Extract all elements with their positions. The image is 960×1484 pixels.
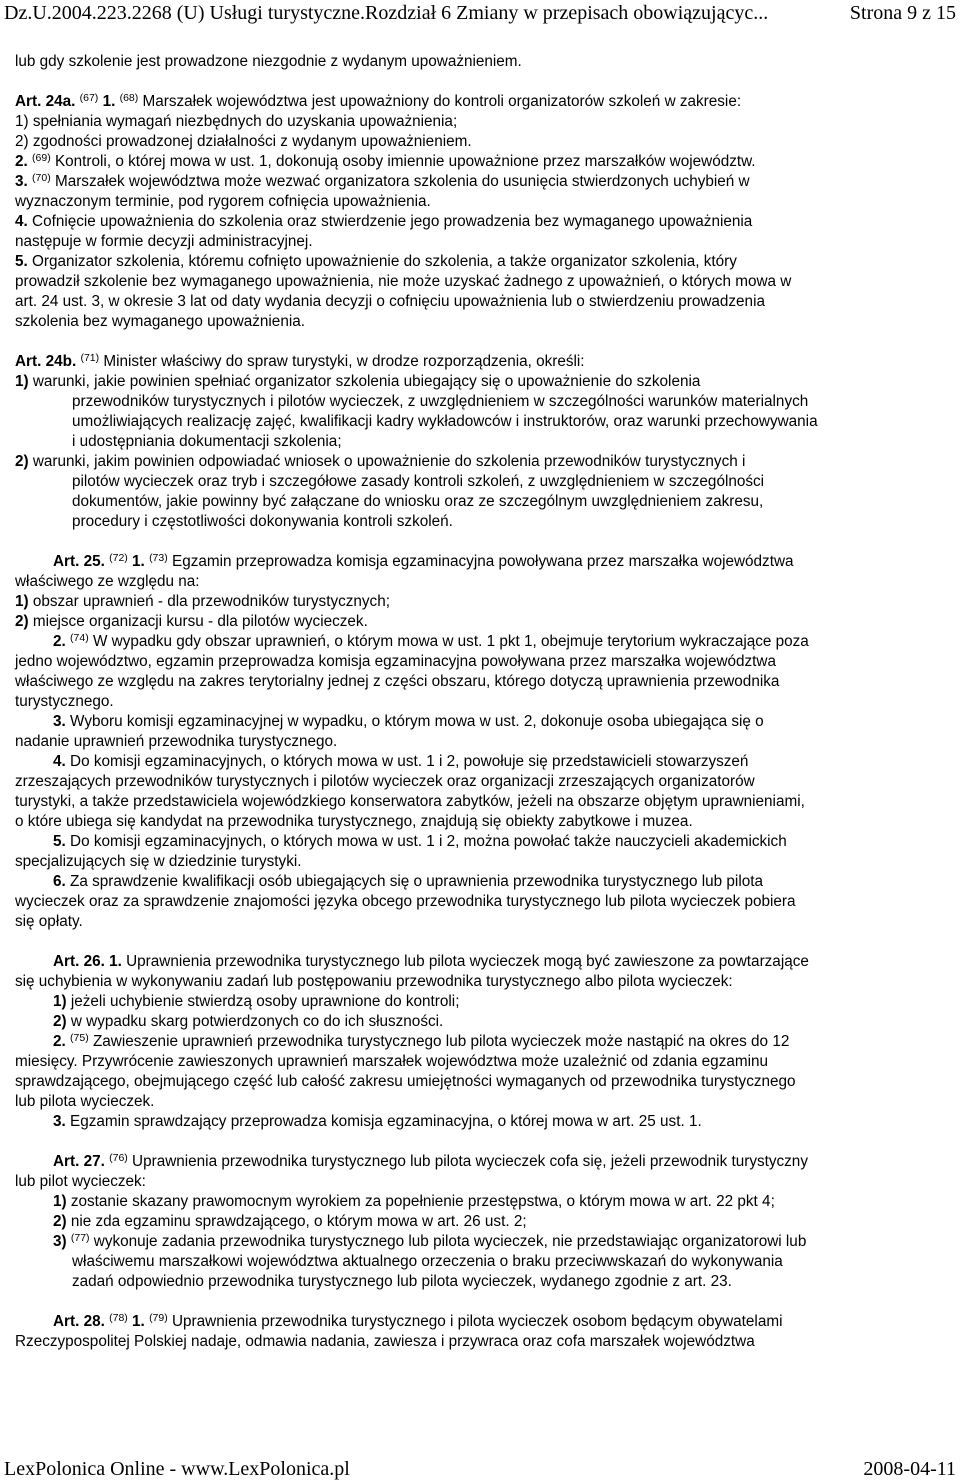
paragraph-text: art. 24 ust. 3, w okresie 3 lat od daty wydania decyzji o cofnięciu upoważnienia lub o stwierdzeniu prowadzenia	[15, 293, 765, 310]
paragraph-text: zostanie skazany prawomocnym wyrokiem za popełnienie przestępstwa, o którym mowa w art. 22 pkt 4;	[66, 1193, 775, 1210]
paragraph-text: Marszałek województwa może wezwać organizatora szkolenia do usunięcia stwierdzonych uchybień w	[50, 173, 750, 190]
paragraph-text: Zawieszenie uprawnień przewodnika turystycznego lub pilota wycieczek może nastąpić na okres do 12	[88, 1033, 790, 1050]
footnote-ref[interactable]: (77)	[70, 1232, 90, 1244]
paragraph-text: Egzamin przeprowadza komisja egzaminacyjna powoływana przez marszałka województwa	[167, 553, 794, 570]
paragraph-text: procedury i częstotliwości dokonywania kontroli szkoleń.	[72, 513, 453, 530]
art-25-ust-1	[15, 552, 950, 572]
paragraph-text: obszar uprawnień - dla przewodników turystycznych;	[28, 593, 390, 610]
paragraph-text: jedno województwo, egzamin przeprowadza komisja egzaminacyjna powoływana przez marszałka województwa	[15, 653, 776, 670]
paragraph-text: warunki, jakim powinien odpowiadać wniosek o upoważnienie do szkolenia przewodników turystycznych i	[28, 453, 746, 470]
paragraph-text: Rzeczypospolitej Polskiej nadaje, odmawia nadania, zawiesza i przywraca oraz cofa marszałek województwa	[15, 1333, 755, 1350]
paragraph-text: właściwemu marszałkowi województwa aktualnego orzeczenia o braku przeciwwskazań do wykonywania	[72, 1253, 783, 1270]
paragraph-text: przewodników turystycznych i pilotów wycieczek, z uwzględnieniem w szczególności warunków materialnych	[72, 393, 809, 410]
list-item	[15, 592, 950, 612]
paragraph-text: dokumentów, jakie powinny być załączane do wniosku oraz ze szczególnym uwzględnieniem zakresu,	[72, 493, 764, 510]
paragraph-text: Do komisji egzaminacyjnych, o których mowa w ust. 1 i 2, powołuje się przedstawicieli stowarzyszeń	[65, 753, 749, 770]
paragraph-number: 5.	[15, 253, 28, 270]
paragraph-number: 3.	[53, 1113, 66, 1130]
article-heading: Art. 24a.	[15, 93, 76, 110]
paragraph-text: się opłaty.	[15, 913, 83, 930]
paragraph-text: W wypadku gdy obszar uprawnień, o którym mowa w ust. 1 pkt 1, obejmuje terytorium wykraczające poza	[88, 633, 809, 650]
list-item	[15, 612, 950, 632]
list-item	[15, 1212, 950, 1232]
art-25-ust-2	[15, 632, 950, 652]
document-body	[15, 52, 950, 1352]
paragraph-text: turystyki, a także przedstawiciela wojewódzkiego konserwatora zabytków, jeżeli na obszarze objętym uprawnieniami,	[15, 793, 805, 810]
art-25-ust-3	[15, 712, 950, 732]
paragraph-text: Uprawnienia przewodnika turystycznego lub pilota wycieczek mogą być zawieszone za powtarzające	[121, 953, 809, 970]
point-number: 1)	[15, 373, 29, 390]
point-number: 1)	[15, 593, 29, 610]
article-24a	[15, 92, 950, 332]
paragraph-number: 4.	[53, 753, 66, 770]
header-document-title: Dz.U.2004.223.2268 (U) Usługi turystyczne.Rozdział 6 Zmiany w przepisach obowiązującyc...	[4, 2, 769, 24]
paragraph-text: Cofnięcie upoważnienia do szkolenia oraz stwierdzenie jego prowadzenia bez wymaganego upoważnienia	[27, 213, 753, 230]
point-number: 2)	[15, 613, 29, 630]
art-25-ust-6	[15, 872, 950, 892]
paragraph-number: 2.	[53, 1033, 66, 1050]
list-item: 2) zgodności prowadzonej działalności z wydanym upoważnieniem.	[15, 133, 472, 150]
list-item	[15, 1192, 950, 1212]
paragraph-text: o które ubiega się kandydat na przewodnika turystycznego, znajdują się obiekty zabytkowe i muzea.	[15, 813, 693, 830]
footnote-ref[interactable]: (69)	[32, 152, 51, 164]
art-26-ust-1	[15, 952, 950, 972]
footnote-ref[interactable]: (75)	[70, 1032, 89, 1044]
paragraph-number: 1.	[132, 1313, 145, 1330]
point-number: 2)	[53, 1213, 67, 1230]
paragraph-number: 2.	[15, 153, 28, 170]
paragraph-text: właściwego ze względu na zakres terytorialny jednej z części obszaru, którego dotyczą uprawnienia przewodnika	[15, 673, 780, 690]
point-number: 1)	[53, 1193, 67, 1210]
paragraph-text: Egzamin sprawdzający przeprowadza komisja egzaminacyjna, o której mowa w art. 25 ust. 1.	[65, 1113, 702, 1130]
paragraph-number: 4.	[15, 213, 28, 230]
paragraph-text: szkolenia bez wymaganego upoważnienia.	[15, 313, 305, 330]
article-26	[15, 952, 950, 1132]
footnote-ref[interactable]: (79)	[149, 1312, 168, 1324]
paragraph-number: 1.	[109, 953, 122, 970]
paragraph-text: właściwego ze względu na:	[15, 573, 200, 590]
art-26-ust-3	[15, 1112, 950, 1132]
footnote-ref[interactable]: (67)	[79, 92, 99, 104]
list-item	[15, 1232, 950, 1252]
paragraph-text: jeżeli uchybienie stwierdzą osoby uprawnione do kontroli;	[66, 993, 460, 1010]
article-heading: Art. 25.	[53, 553, 105, 570]
art-24a-ust-2	[15, 152, 950, 172]
paragraph-number: 3.	[53, 713, 66, 730]
footer-source[interactable]: LexPolonica Online - www.LexPolonica.pl	[4, 1458, 350, 1480]
footnote-ref[interactable]: (76)	[109, 1152, 128, 1164]
paragraph-text: warunki, jakie powinien spełniać organizator szkolenia ubiegający się o upoważnienie do szkolenia	[28, 373, 701, 390]
paragraph-text: zrzeszających przewodników turystycznych i pilotów wycieczek oraz organizacji zrzeszających organizatorów	[15, 773, 755, 790]
footnote-ref[interactable]: (72)	[109, 552, 128, 564]
paragraph-text: Marszałek województwa jest upoważniony do kontroli organizatorów szkoleń w zakresie:	[138, 93, 742, 110]
art-24b-intro	[15, 352, 950, 372]
footer-date: 2008-04-11	[863, 1458, 956, 1480]
point-number: 1)	[53, 993, 67, 1010]
footnote-ref[interactable]: (74)	[70, 632, 89, 644]
paragraph-text: pilotów wycieczek oraz tryb i szczegółowe zasady kontroli szkoleń, z uwzględnieniem w szczególności	[72, 473, 765, 490]
page-footer	[4, 1457, 956, 1481]
paragraph-number: 2.	[53, 633, 66, 650]
paragraph-text: specjalizujących się w dziedzinie turystyki.	[15, 853, 302, 870]
paragraph-text: Za sprawdzenie kwalifikacji osób ubiegających się o uprawnienia przewodnika turystycznego lub pilota	[65, 873, 763, 890]
footnote-ref[interactable]: (70)	[32, 172, 51, 184]
paragraph-text: Kontroli, o której mowa w ust. 1, dokonują osoby imiennie upoważnione przez marszałków województw.	[50, 153, 756, 170]
list-item	[15, 1012, 950, 1032]
article-28	[15, 1312, 950, 1352]
paragraph-text: Organizator szkolenia, któremu cofnięto upoważnienie do szkolenia, a także organizator szkolenia, który	[27, 253, 737, 270]
paragraph-number: 1.	[102, 93, 116, 110]
paragraph-text: Uprawnienia przewodnika turystycznego lub pilota wycieczek cofa się, jeżeli przewodnik turystyczny	[127, 1153, 808, 1170]
paragraph-text: wykonuje zadania przewodnika turystycznego lub pilota wycieczek, nie przedstawiając organizatorowi lub	[89, 1233, 807, 1250]
paragraph-text: prowadził szkolenie bez wymaganego upoważnienia, nie może uzyskać żadnego z upoważnień, o których mowa w	[15, 273, 792, 290]
paragraph-text: w wypadku skarg potwierdzonych co do ich słuszności.	[66, 1013, 444, 1030]
point-number: 3)	[53, 1233, 67, 1250]
footnote-ref[interactable]: (78)	[109, 1312, 128, 1324]
article-heading: Art. 27.	[53, 1153, 105, 1170]
paragraph-text: nie zda egzaminu sprawdzającego, o którym mowa w art. 26 ust. 2;	[66, 1213, 527, 1230]
page-header	[4, 0, 956, 26]
paragraph-text: zadań odpowiednio przewodnika turystycznego lub pilota wycieczek, wydanego zgodnie z art. 23.	[72, 1273, 732, 1290]
paragraph-number: 6.	[53, 873, 66, 890]
paragraph-text: lub pilota wycieczek.	[15, 1093, 155, 1110]
paragraph-text: Uprawnienia przewodnika turystycznego i pilota wycieczek osobom będącym obywatelami	[167, 1313, 783, 1330]
paragraph-text: się uchybienia w wykonywaniu zadań lub postępowaniu przewodnika turystycznego albo pilota wycieczek:	[15, 973, 733, 990]
paragraph-text: miejsce organizacji kursu - dla pilotów wycieczek.	[28, 613, 368, 630]
article-heading: Art. 28.	[53, 1313, 105, 1330]
paragraph-text: wycieczek oraz za sprawdzenie znajomości języka obcego przewodnika turystycznego lub pilota wycieczek pobiera	[15, 893, 796, 910]
art-24a-ust-5	[15, 252, 950, 272]
paragraph-text: Wyboru komisji egzaminacyjnej w wypadku, o którym mowa w ust. 2, dokonuje osoba ubiegająca się o	[65, 713, 764, 730]
point-number: 2)	[53, 1013, 67, 1030]
paragraph-text: następuje w formie decyzji administracyjnej.	[15, 233, 313, 250]
article-heading: Art. 24b.	[15, 353, 77, 370]
footnote-ref[interactable]: (71)	[80, 352, 100, 364]
continuation-line: lub gdy szkolenie jest prowadzone niezgodnie z wydanym upoważnieniem.	[15, 53, 522, 70]
footnote-ref[interactable]: (73)	[149, 552, 168, 564]
paragraph-number: 1.	[132, 553, 145, 570]
paragraph-text: nadanie uprawnień przewodnika turystycznego.	[15, 733, 338, 750]
article-heading: Art. 26.	[53, 953, 105, 970]
paragraph-text: sprawdzającego, obejmującego część lub całość zakresu umiejętności wymaganych od przewodnika turystycznego	[15, 1073, 796, 1090]
paragraph-text: miesięcy. Przywrócenie zawieszonych uprawnień marszałek województwa może uzależnić od zdania egzaminu	[15, 1053, 769, 1070]
point-number: 2)	[15, 453, 29, 470]
footnote-ref[interactable]: (68)	[119, 92, 139, 104]
header-page-number: Strona 9 z 15	[849, 2, 956, 24]
list-item	[15, 452, 950, 472]
paragraph-number: 3.	[15, 173, 28, 190]
paragraph-number: 5.	[53, 833, 66, 850]
art-28-ust-1	[15, 1312, 950, 1332]
article-24b	[15, 352, 950, 532]
list-item: 1) spełniania wymagań niezbędnych do uzyskania upoważnienia;	[15, 113, 458, 130]
art-27-intro	[15, 1152, 950, 1172]
paragraph-text: lub pilot wycieczek:	[15, 1173, 146, 1190]
list-item	[15, 372, 950, 392]
paragraph-text: Minister właściwy do spraw turystyki, w drodze rozporządzenia, określi:	[99, 353, 585, 370]
paragraph-text: i udostępniania dokumentacji szkolenia;	[72, 433, 342, 450]
paragraph-text: turystycznego.	[15, 693, 114, 710]
art-25-ust-5	[15, 832, 950, 852]
art-25-ust-4	[15, 752, 950, 772]
paragraph-text: umożliwiających realizację zajęć, kwalifikacji kadry wykładowców i instruktorów, oraz warunki przechowywania	[72, 413, 818, 430]
art-26-ust-2	[15, 1032, 950, 1052]
art-24a-ust-3	[15, 172, 950, 192]
paragraph-text: wyznaczonym terminie, pod rygorem cofnięcia upoważnienia.	[15, 193, 431, 210]
art-24a-ust-4	[15, 212, 950, 232]
article-25	[15, 552, 950, 932]
article-27	[15, 1152, 950, 1292]
paragraph-text: Do komisji egzaminacyjnych, o których mowa w ust. 1 i 2, można powołać także nauczycieli akademickich	[65, 833, 787, 850]
list-item	[15, 992, 950, 1012]
art-24a-ust-1	[15, 92, 950, 112]
